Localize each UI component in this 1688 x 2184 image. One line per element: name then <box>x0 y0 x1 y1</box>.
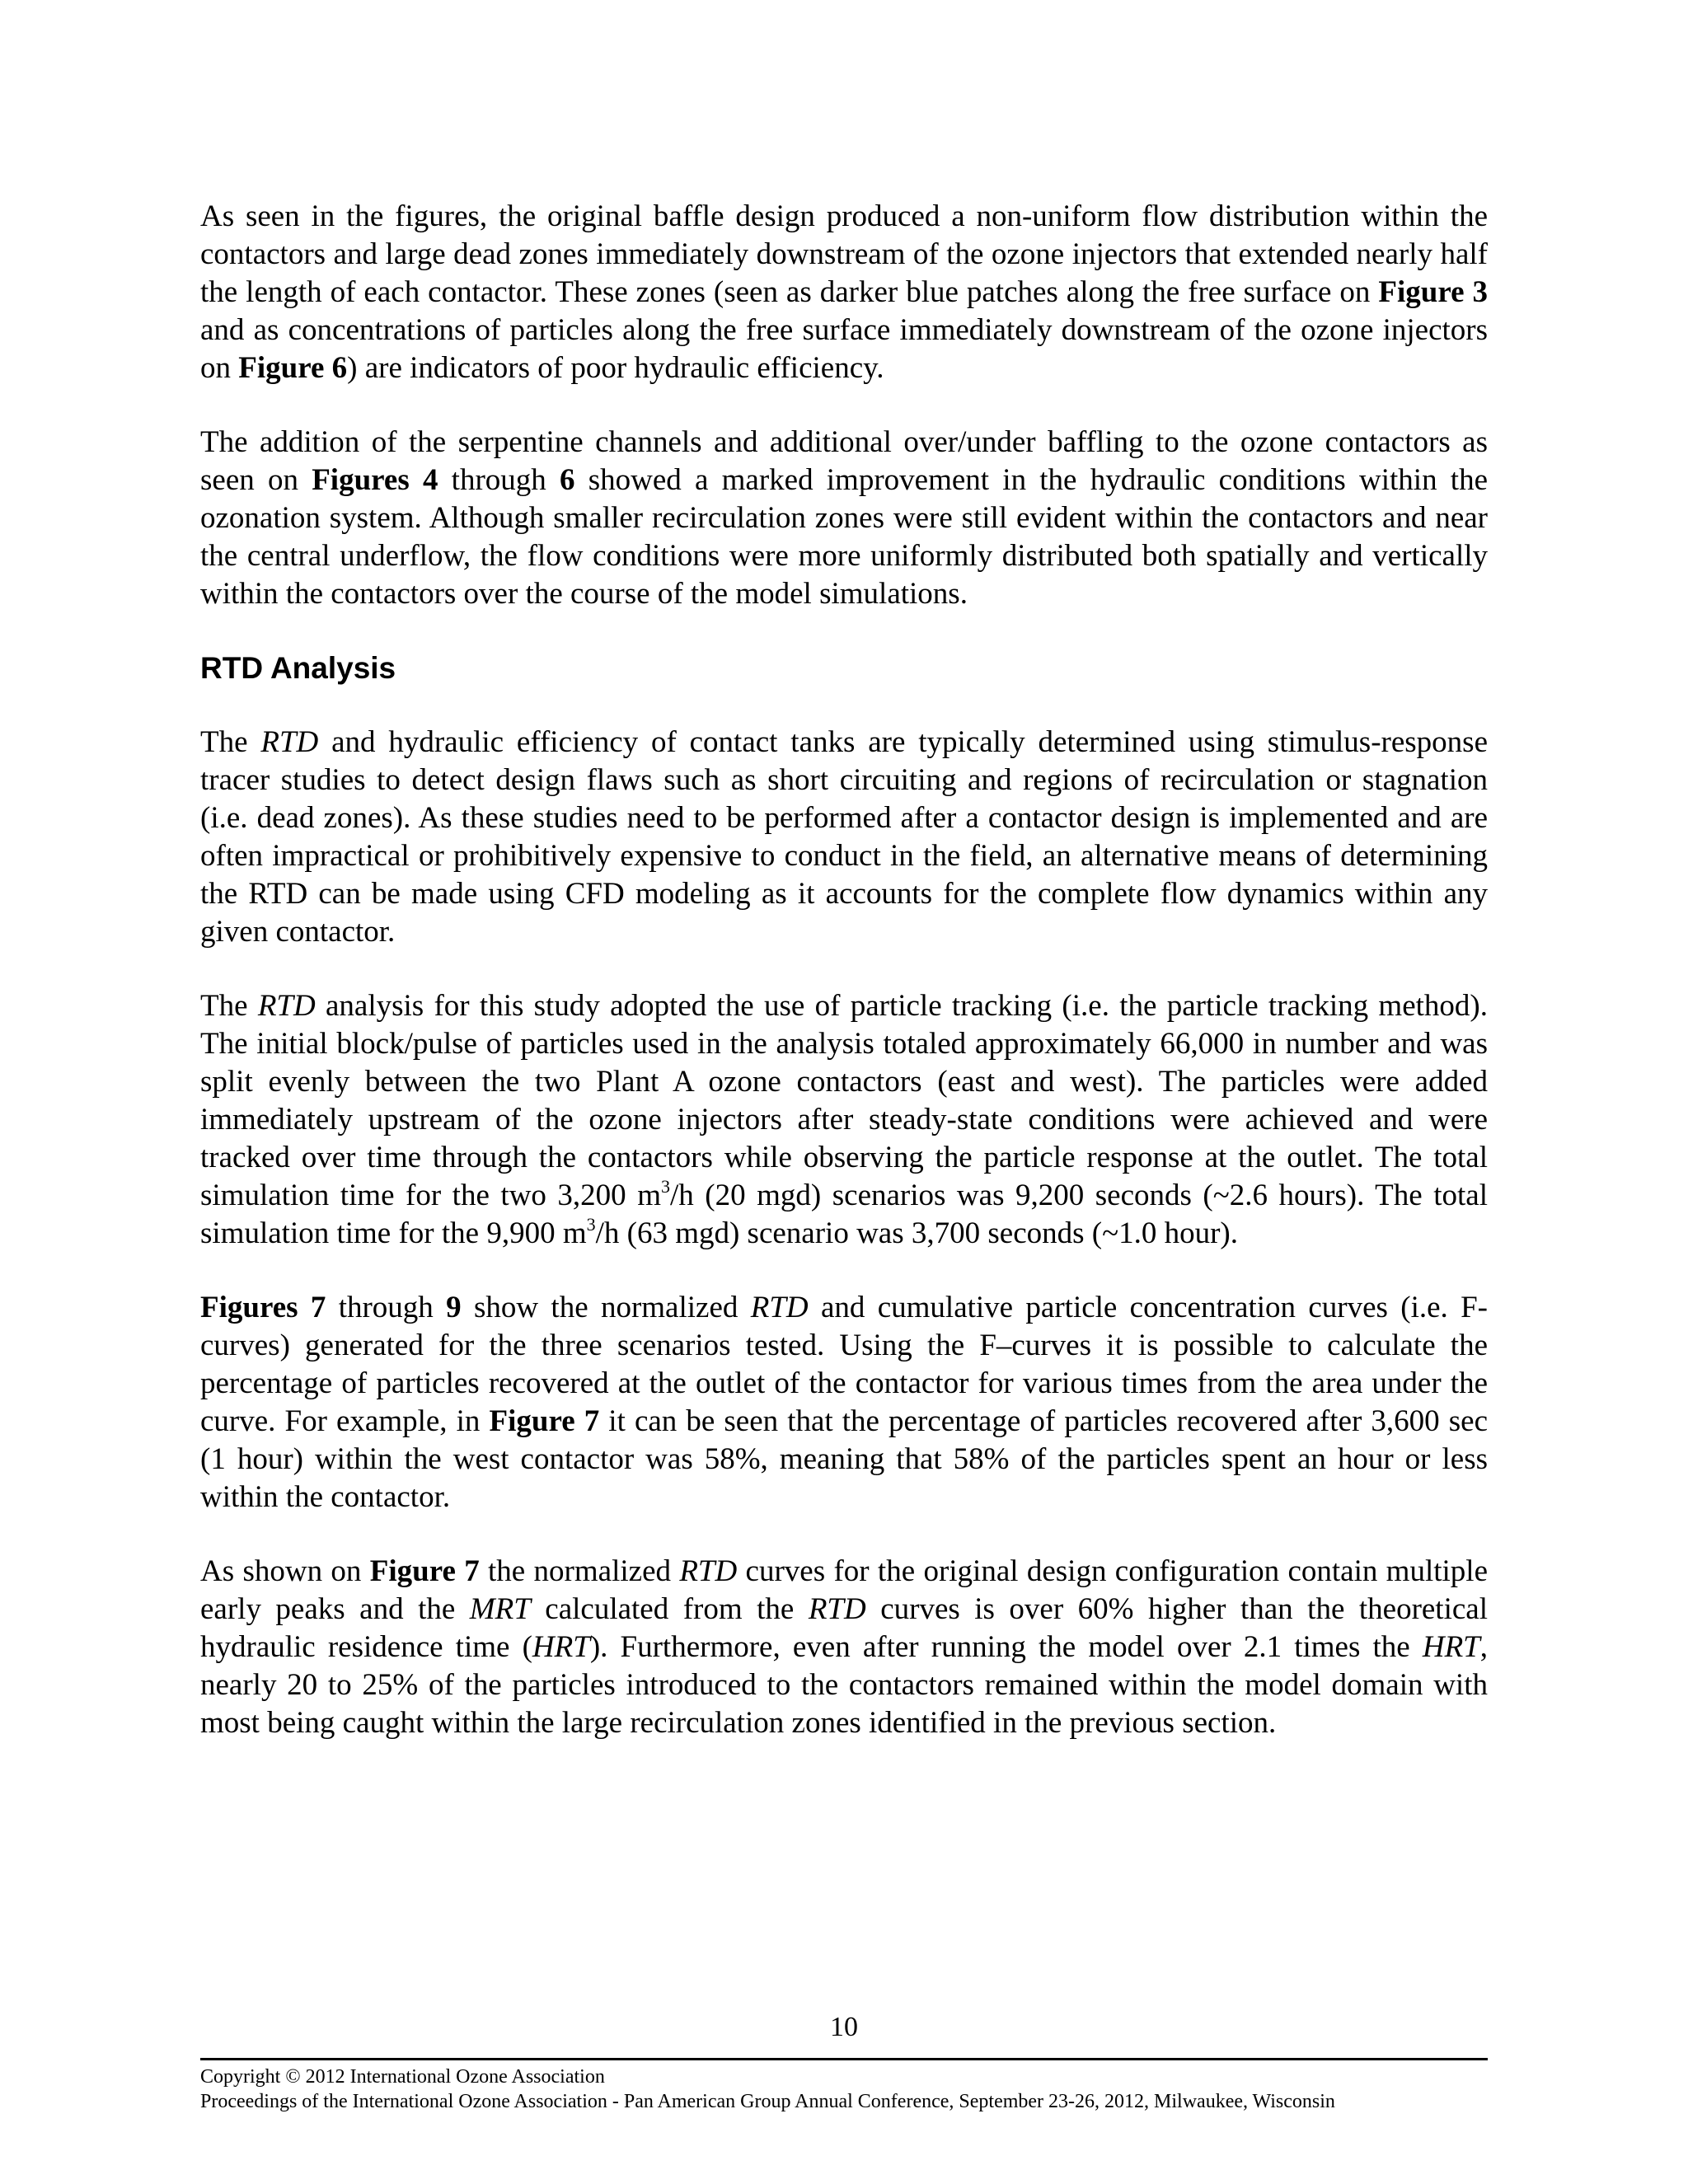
text-run: and cumulative particle concentration curves (i.e. F-curves) generated for the three scenarios tested. Using the F–curves it is possible to calculate the percentage of particles recovered at the outlet of the contactor for various times from the area under the curve. For example, in <box>200 1291 1489 1438</box>
italic-term: RTD <box>750 1291 809 1324</box>
italic-term: HRT <box>1422 1630 1480 1664</box>
footer <box>200 2064 1503 2114</box>
figure-reference: Figure 3 <box>1378 275 1488 309</box>
footer-proceedings: Proceedings of the International Ozone Association - Pan American Group Annual Conference, September 23-26, 2012, Milwaukee, Wisconsin <box>200 2091 1335 2112</box>
superscript: 3 <box>660 1176 670 1197</box>
italic-term: RTD <box>679 1554 738 1588</box>
text-run: /h (63 mgd) scenario was 3,700 seconds (~1.0 hour). <box>595 1216 1238 1250</box>
figure-reference: 6 <box>560 463 575 497</box>
page-body <box>200 198 1488 1779</box>
text-run: The <box>200 989 258 1023</box>
figure-reference: Figures 7 <box>200 1291 326 1324</box>
text-run: showed a marked improvement in the hydraulic conditions within the ozonation system. Although smaller recirculation zones were still evident within the contactors and near the central underflow, the flow conditions were more uniformly distributed both spatially and vertically within the contactors over the course of the model simulations. <box>200 463 1489 611</box>
footer-divider <box>200 2058 1488 2060</box>
superscript: 3 <box>586 1214 596 1235</box>
page-number: 10 <box>830 2012 858 2042</box>
text-run: show the normalized <box>461 1291 751 1324</box>
paragraph-serpentine-channels <box>200 424 1488 613</box>
text-run: ). Furthermore, even after running the model over 2.1 times the <box>589 1630 1423 1664</box>
italic-term: RTD <box>808 1592 866 1626</box>
paragraph-f-curves <box>200 1289 1488 1516</box>
text-run: it can be seen that the percentage of particles recovered after 3,600 sec (1 hour) within the west contactor was 58%, meaning that 58% of the particles spent an hour or less within the contactor. <box>200 1404 1488 1514</box>
text-run: As seen in the figures, the original baffle design produced a non-uniform flow distribution within the contactors and large dead zones immediately downstream of the ozone injectors that extended nearly half the length of each contactor. These zones (seen as darker blue patches along the free surface on <box>200 199 1488 309</box>
italic-term: MRT <box>469 1592 531 1626</box>
text-run: through <box>438 463 560 497</box>
paragraph-particle-tracking <box>200 987 1488 1253</box>
paragraph-normalized-rtd <box>200 1553 1488 1742</box>
text-run: calculated from the <box>530 1592 809 1626</box>
text-run: and as concentrations of particles along the free surface immediately downstream of the ozone injectors on <box>200 313 1488 385</box>
italic-term: RTD <box>257 989 316 1023</box>
text-run: curves is over 60% higher than the theoretical hydraulic residence time ( <box>200 1592 1488 1664</box>
text-run: through <box>326 1291 447 1324</box>
figure-reference: 9 <box>446 1291 462 1324</box>
text-run: As shown on <box>200 1554 370 1588</box>
text-run: analysis for this study adopted the use of particle tracking (i.e. the particle tracking method). The initial block/pulse of particles used in the analysis totaled approximately 66,000 in number and was split evenly between the two Plant A ozone contactors (east and west). The particles were added immediately upstream of the ozone injectors after steady-state conditions were achieved and were tracked over time through the contactors while observing the particle response at the outlet. The total simulation time for the two 3,200 m <box>200 989 1488 1212</box>
text-run: and hydraulic efficiency of contact tanks are typically determined using stimulus-response tracer studies to detect design flaws such as short circuiting and regions of recirculation or stagnation (i.e. dead zones). As these studies need to be performed after a contactor design is implemented and are often impractical or prohibitively expensive to conduct in the field, an alternative means of determining the RTD can be made using CFD modeling as it accounts for the complete flow dynamics within any given contactor. <box>200 725 1488 949</box>
text-run: ) are indicators of poor hydraulic efficiency. <box>347 351 884 385</box>
text-run: curves for the original design configuration contain multiple early peaks and the <box>200 1554 1488 1626</box>
text-run: the normalized <box>479 1554 680 1588</box>
text-run: The addition of the serpentine channels and additional over/under baffling to the ozone contactors as seen on <box>200 425 1488 497</box>
text-run: /h (20 mgd) scenarios was 9,200 seconds (~2.6 hours). The total simulation time for the 9,900 m <box>200 1179 1488 1250</box>
figure-reference: Figures 4 <box>312 463 438 497</box>
figure-reference: Figure 7 <box>489 1404 600 1438</box>
text-run: The <box>200 725 261 759</box>
italic-term: RTD <box>260 725 319 759</box>
figure-reference: Figure 7 <box>369 1554 480 1588</box>
section-heading-rtd-analysis: RTD Analysis <box>200 651 396 685</box>
italic-term: HRT <box>532 1630 590 1664</box>
figure-reference: Figure 6 <box>238 351 348 385</box>
paragraph-rtd-intro <box>200 724 1488 951</box>
footer-copyright: Copyright © 2012 International Ozone Association <box>200 2066 605 2088</box>
text-run: , nearly 20 to 25% of the particles introduced to the contactors remained within the model domain with most being caught within the large recirculation zones identified in the previous section. <box>200 1630 1489 1740</box>
paragraph-baffle-design <box>200 198 1488 387</box>
